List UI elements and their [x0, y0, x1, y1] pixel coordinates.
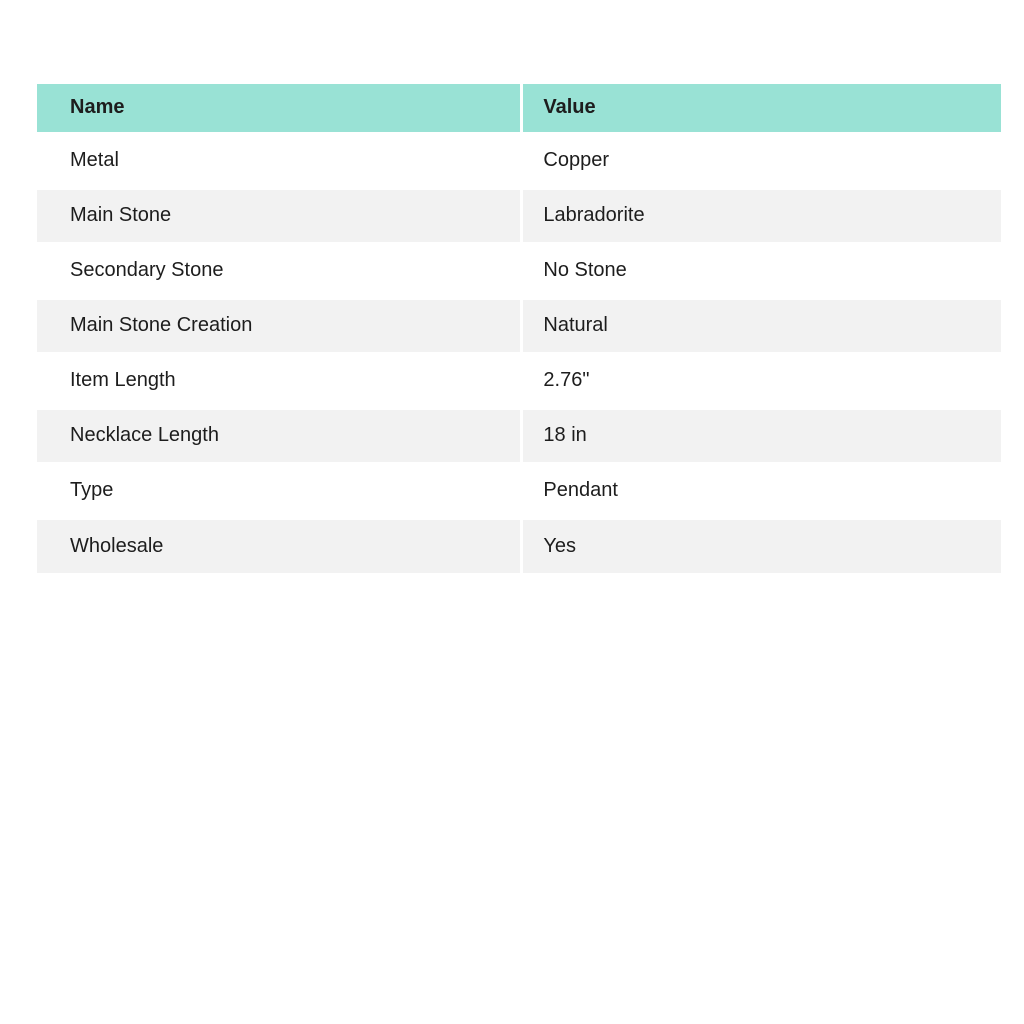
table-row — [37, 408, 1001, 463]
attribute-name-cell: Main Stone — [37, 188, 522, 243]
attribute-value-cell: Labradorite — [522, 188, 1001, 243]
product-attributes-table — [37, 84, 1001, 573]
attribute-value-cell: Natural — [522, 298, 1001, 353]
table-row — [37, 518, 1001, 573]
table-row — [37, 463, 1001, 518]
table-header — [37, 84, 1001, 133]
attribute-value-cell: Pendant — [522, 463, 1001, 518]
attribute-value-cell: No Stone — [522, 243, 1001, 298]
attribute-name-cell: Wholesale — [37, 518, 522, 573]
column-header-name: Name — [37, 84, 522, 133]
attribute-value-cell: 2.76" — [522, 353, 1001, 408]
table-row — [37, 188, 1001, 243]
table-row — [37, 298, 1001, 353]
attribute-name-cell: Necklace Length — [37, 408, 522, 463]
attribute-name-cell: Metal — [37, 133, 522, 188]
attribute-name-cell: Item Length — [37, 353, 522, 408]
attribute-value-cell: Yes — [522, 518, 1001, 573]
attribute-name-cell: Main Stone Creation — [37, 298, 522, 353]
attribute-name-cell: Type — [37, 463, 522, 518]
attribute-value-cell: 18 in — [522, 408, 1001, 463]
table-body — [37, 133, 1001, 573]
column-header-value: Value — [522, 84, 1001, 133]
product-attributes-section — [37, 84, 1001, 573]
header-row — [37, 84, 1001, 133]
attribute-name-cell: Secondary Stone — [37, 243, 522, 298]
table-row — [37, 353, 1001, 408]
table-row — [37, 133, 1001, 188]
table-row — [37, 243, 1001, 298]
attribute-value-cell: Copper — [522, 133, 1001, 188]
